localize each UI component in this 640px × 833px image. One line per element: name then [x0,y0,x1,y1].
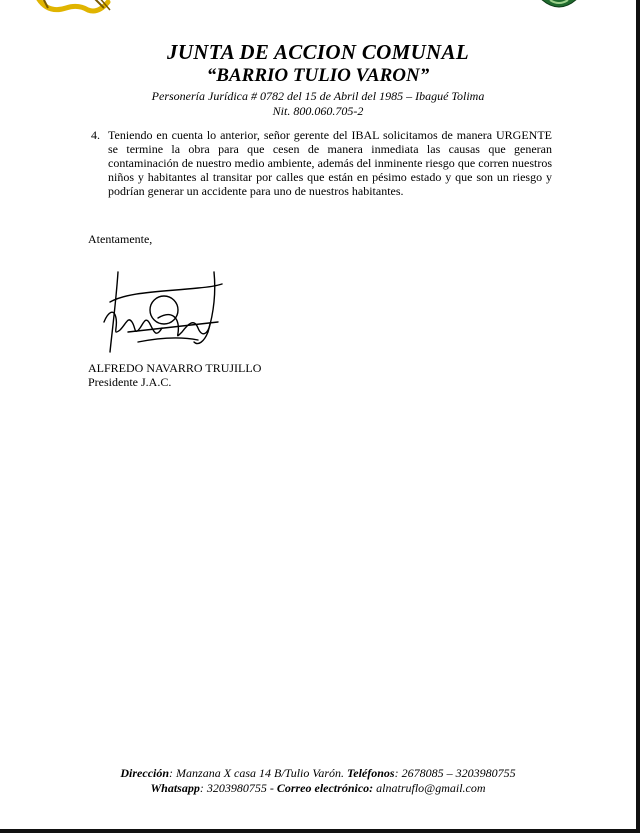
email-label: Correo electrónico: [276,781,374,795]
emblem-right-icon [534,0,584,16]
address-label: Dirección [120,766,170,780]
address-value: : Manzana X casa 14 B/Tulio Varón. [169,766,345,780]
phones-label: Teléfonos [347,766,395,780]
whatsapp-label: Whatsapp [150,781,200,795]
footer-contact-line [0,766,636,781]
email-value[interactable]: alnatruflo@gmail.com [376,781,486,795]
closing-salutation: Atentamente, [88,232,153,246]
letterhead-footer [0,766,636,796]
handwritten-signature [98,262,230,356]
nit-line: Nit. 800.060.705-2 [272,104,364,118]
emblem-left-icon [28,0,118,20]
letterhead [0,40,636,119]
phones-value: : 2678085 – 3203980755 [394,766,516,780]
paragraph-number: 4. [91,128,100,142]
organization-name: JUNTA DE ACCION COMUNAL [167,40,469,64]
organization-subname: “BARRIO TULIO VARON” [206,65,430,86]
signer-role: Presidente J.A.C. [88,375,172,389]
whatsapp-value: : 3203980755 - [199,781,274,795]
signer-name: ALFREDO NAVARRO TRUJILLO [88,361,262,375]
numbered-paragraph [91,128,552,199]
legal-registration-line: Personería Jurídica # 0782 del 15 de Abril del 1985 – Ibagué Tolima [151,89,485,103]
paragraph-text: Teniendo en cuenta lo anterior, señor gerente del IBAL solicitamos de manera URGENTE se termine la obra para que cesen de manera inmediata las causas que generan contaminación de nuestro medio ambiente, además del inminente riesgo que corren nuestros niños y habitantes al transitar por calles que están en pésimo estado y que son un riesgo y podrían generar un accidente para uno de nuestros habitantes. [108,128,552,198]
footer-digital-line [0,781,636,796]
signer-block [88,361,261,389]
